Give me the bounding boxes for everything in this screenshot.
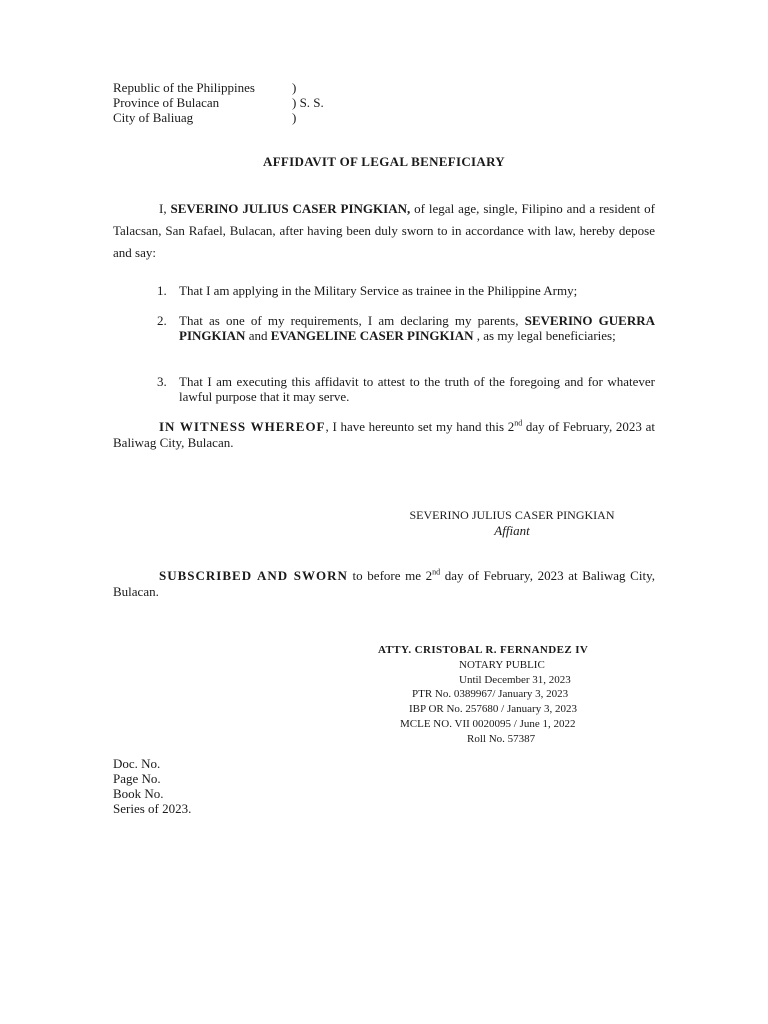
notary-ptr: PTR No. 0389967/ January 3, 2023: [412, 688, 569, 701]
witness-text-1: , I have hereunto set my hand this 2: [325, 419, 515, 434]
father-name: SEVERINO GUERRA PINGKIAN: [179, 313, 656, 343]
item-2-pre: That as one of my requirements, I am declaring my parents,: [179, 313, 525, 328]
item-number: 2.: [157, 313, 167, 328]
notary-title: NOTARY PUBLIC: [459, 658, 545, 671]
sworn-text-2: day of February, 2023 at Baliwag City, Bulacan.: [113, 568, 655, 599]
venue-paren-3: ): [292, 110, 297, 125]
statement-item-2: [157, 313, 655, 343]
sworn-sup: nd: [432, 567, 441, 577]
jurat-paragraph: [113, 568, 655, 600]
notary-block: [378, 643, 638, 747]
statement-item-1: [157, 283, 655, 298]
venue-line-republic: [113, 80, 297, 95]
page-no: Page No.: [113, 771, 161, 786]
notary-roll: Roll No. 57387: [467, 732, 536, 745]
intro-affiant-name: SEVERINO JULIUS CASER PINGKIAN,: [170, 201, 411, 216]
item-number: 3.: [157, 374, 167, 389]
item-text: That I am applying in the Military Service as trainee in the Philippine Army;: [179, 283, 578, 298]
intro-text: of legal age, single, Filipino and a resident of Talacsan, San Rafael, Bulacan, after having been duly sworn to in accordance with law, hereby depose and say:: [113, 201, 655, 260]
notary-mcle: MCLE NO. VII 0020095 / June 1, 2022: [400, 717, 576, 730]
item-text: [179, 313, 655, 343]
venue-line-city: [113, 110, 297, 125]
venue-city: City of Baliuag: [113, 110, 194, 125]
affiant-name: SEVERINO JULIUS CASER PINGKIAN: [409, 508, 615, 522]
book-no: Book No.: [113, 786, 164, 801]
statement-item-3: [157, 374, 655, 404]
affiant-signature-block: [388, 508, 636, 539]
venue-line-province: [113, 95, 324, 110]
doc-no: Doc. No.: [113, 756, 161, 771]
notary-attorney: ATTY. CRISTOBAL R. FERNANDEZ IV: [378, 644, 589, 656]
item-number: 1.: [157, 283, 167, 298]
document-title: AFFIDAVIT OF LEGAL BENEFICIARY: [263, 154, 505, 169]
sworn-bold: SUBSCRIBED AND SWORN: [159, 568, 348, 583]
document-reference-block: [113, 756, 191, 816]
witness-sup: nd: [514, 418, 523, 428]
item-2-mid: and: [245, 328, 271, 343]
venue-paren-1: ): [292, 80, 297, 95]
affiant-role: Affiant: [494, 523, 530, 538]
item-text: That I am executing this affidavit to attest to the truth of the foregoing and for whatever lawful purpose that it may serve.: [179, 374, 655, 404]
notary-ibp: IBP OR No. 257680 / January 3, 2023: [409, 703, 577, 716]
witness-text-2: day of February, 2023 at Baliwag City, Bulacan.: [113, 419, 655, 450]
witness-bold: IN WITNESS WHEREOF: [159, 419, 326, 434]
sworn-text-1: to before me 2: [347, 568, 433, 583]
mother-name: EVANGELINE CASER PINGKIAN: [270, 328, 474, 343]
item-2-post: , as my legal beneficiaries;: [473, 328, 616, 343]
series: Series of 2023.: [113, 801, 192, 816]
intro-prefix: I,: [159, 201, 171, 216]
venue-block: [113, 80, 324, 125]
notary-until: Until December 31, 2023: [459, 673, 571, 686]
venue-republic: Republic of the Philippines: [113, 80, 255, 95]
intro-paragraph: [113, 198, 655, 264]
venue-paren-ss: ) S. S.: [292, 95, 324, 110]
venue-province: Province of Bulacan: [113, 95, 220, 110]
witness-paragraph: [113, 419, 655, 451]
